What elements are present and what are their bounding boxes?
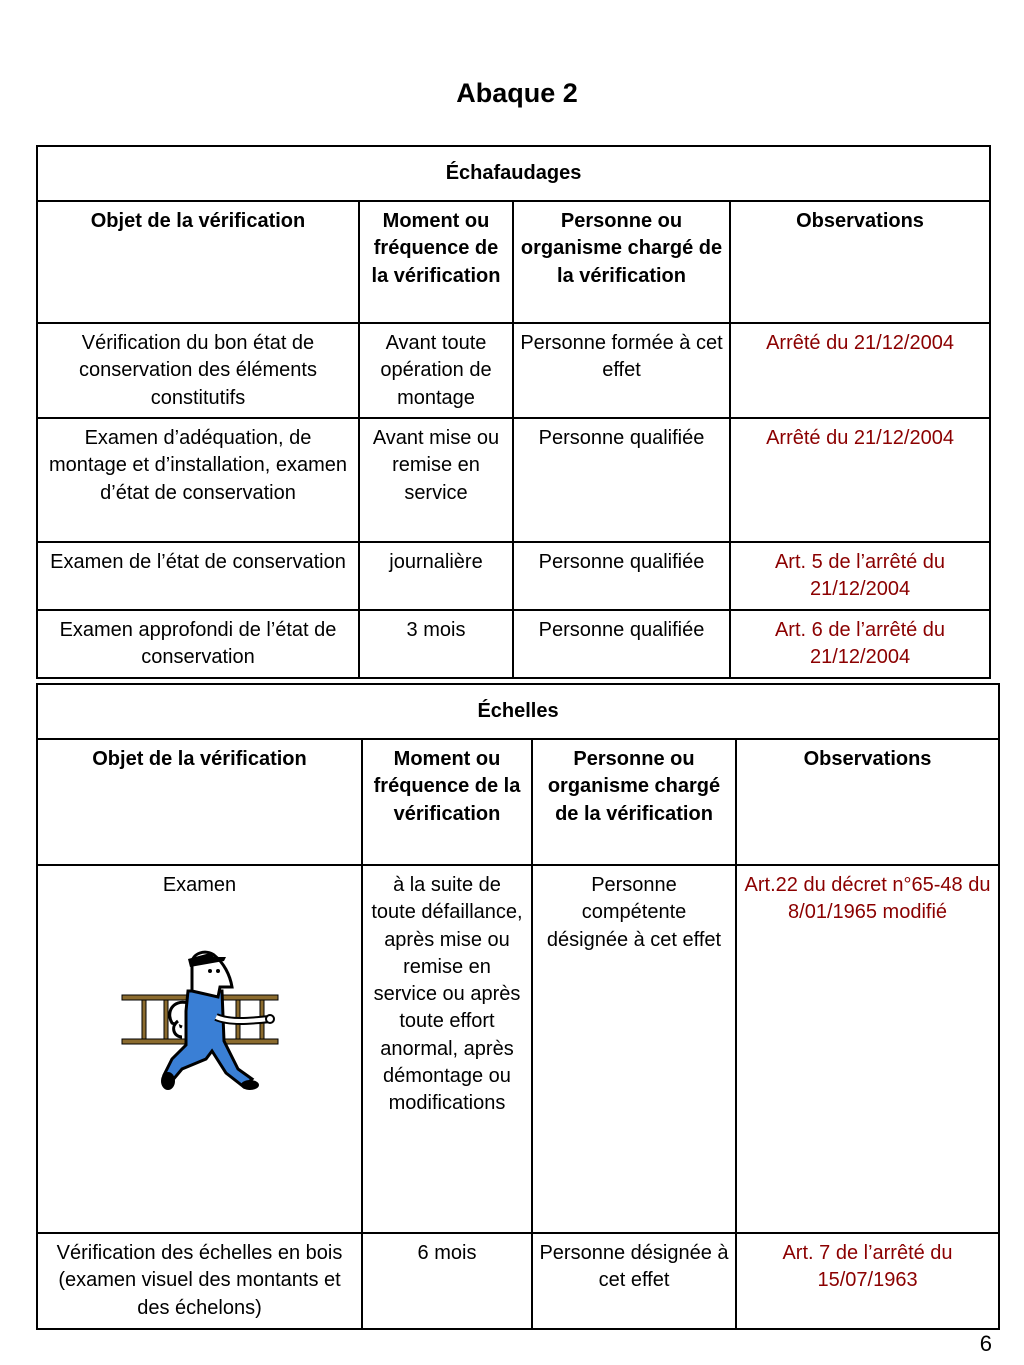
table-row: [37, 1233, 999, 1329]
cell-object-text: Examen: [162, 874, 237, 896]
cell-object: Examen de l’état de conservation: [37, 542, 359, 610]
cell-frequency: 3 mois: [359, 610, 513, 678]
cell-frequency: journalière: [359, 542, 513, 610]
cell-frequency: Avant toute opération de montage: [359, 323, 513, 418]
header-observations: Observations: [730, 201, 990, 323]
cell-person: Personne qualifiée: [513, 610, 730, 678]
table-row: [37, 865, 999, 1233]
header-person: Personne ou organisme chargé de la vérification: [513, 201, 730, 323]
cell-observations: Arrêté du 21/12/2004: [730, 323, 990, 418]
header-person: Personne ou organisme chargé de la vérification: [532, 739, 736, 865]
header-observations: Observations: [736, 739, 999, 865]
page-number: 6: [979, 1331, 992, 1356]
cell-observations: Art. 6 de l’arrêté du 21/12/2004: [730, 610, 990, 678]
cell-person: Personne qualifiée: [513, 542, 730, 610]
cell-observations: Art. 5 de l’arrêté du 21/12/2004: [730, 542, 990, 610]
cell-frequency: 6 mois: [362, 1233, 532, 1329]
cell-person: Personne qualifiée: [513, 418, 730, 542]
table-row: [37, 323, 990, 418]
cell-frequency: à la suite de toute défaillance, après mise ou remise en service ou après toute effort anormal, après démontage ou modifications: [362, 865, 532, 1233]
cell-frequency: Avant mise ou remise en service: [359, 418, 513, 542]
cell-observations: Art. 7 de l’arrêté du 15/07/1963: [736, 1233, 999, 1329]
ladders-table: [36, 683, 1000, 1330]
cell-person: Personne compétente désignée à cet effet: [532, 865, 736, 1233]
header-frequency: Moment ou fréquence de la vérification: [359, 201, 513, 323]
section-title-ladders: Échelles: [37, 684, 999, 739]
cell-object: Vérification des échelles en bois (examen visuel des montants et des échelons): [37, 1233, 362, 1329]
section-title-scaffolding: Échafaudages: [37, 146, 990, 201]
cell-object: Examen approfondi de l’état de conservation: [37, 610, 359, 678]
cell-object: [37, 865, 362, 1233]
header-frequency: Moment ou fréquence de la vérification: [362, 739, 532, 865]
page-title: Abaque 2: [456, 78, 578, 108]
header-object: Objet de la vérification: [37, 739, 362, 865]
cell-object: Vérification du bon état de conservation des éléments constitutifs: [37, 323, 359, 418]
table-row: [37, 542, 990, 610]
cell-observations: Art.22 du décret n°65-48 du 8/01/1965 modifié: [736, 865, 999, 1233]
cell-person: Personne désignée à cet effet: [532, 1233, 736, 1329]
header-object: Objet de la vérification: [37, 201, 359, 323]
cell-person: Personne formée à cet effet: [513, 323, 730, 418]
table-row: [37, 418, 990, 542]
worker-carrying-ladder-icon: [120, 941, 280, 1101]
scaffolding-table: [36, 145, 991, 679]
cell-observations: Arrêté du 21/12/2004: [730, 418, 990, 542]
cell-object: Examen d’adéquation, de montage et d’installation, examen d’état de conservation: [37, 418, 359, 542]
table-row: [37, 610, 990, 678]
